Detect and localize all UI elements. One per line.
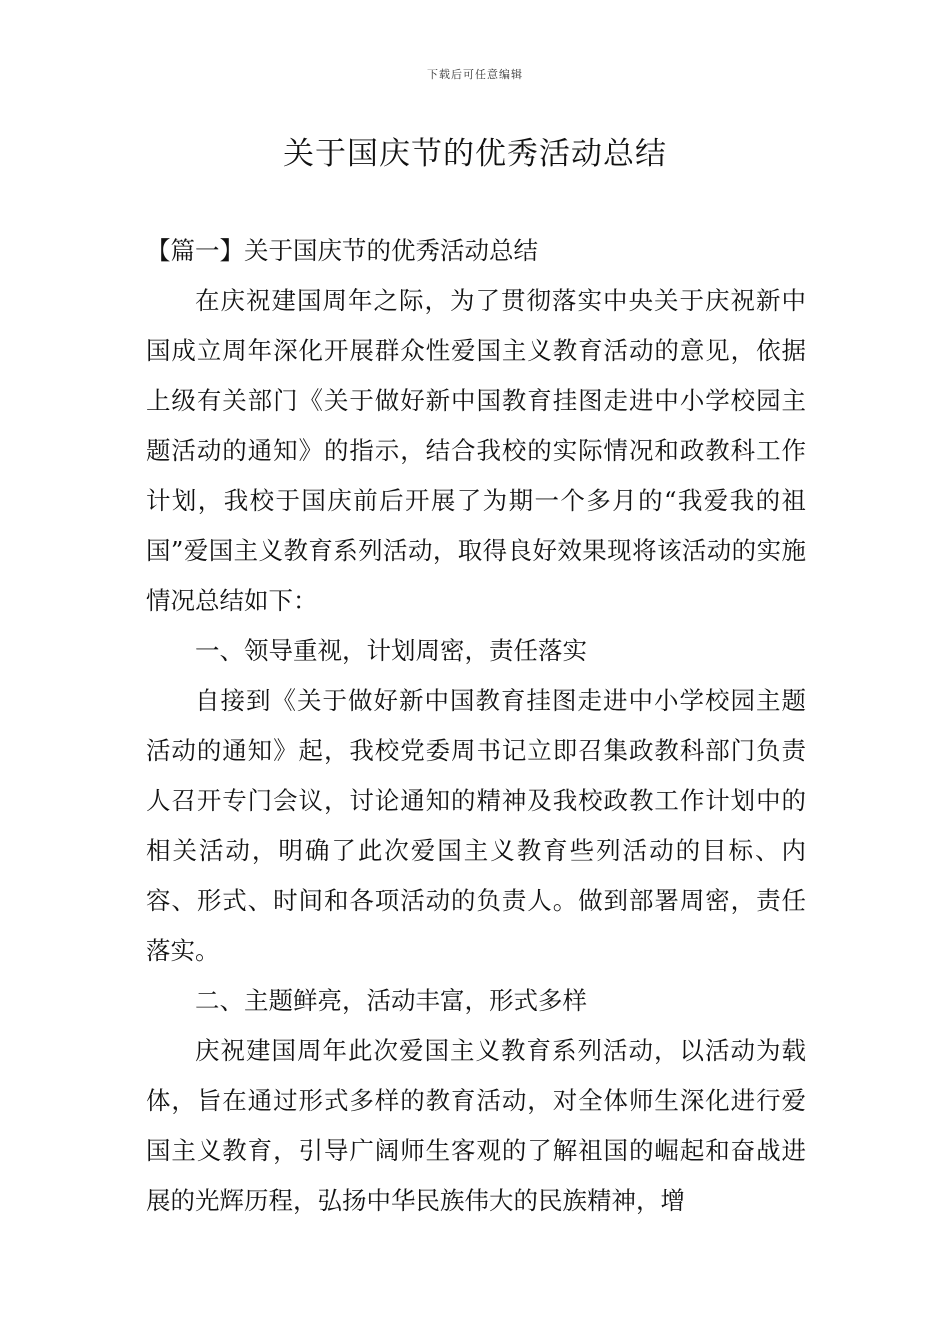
paragraph-leadership: 自接到《关于做好新中国教育挂图走进中小学校园主题活动的通知》起，我校党委周书记立即召集政教科部门负责人召开专门会议，讨论通知的精神及我校政教工作计划中的相关活动，明确了此次爱国主义教育些列活动的目标、内容、形式、时间和各项活动的负责人。做到部署周密，责任落实。 [146,686,806,965]
document-title: 关于国庆节的优秀活动总结 [283,136,667,172]
section-heading: 【篇一】关于国庆节的优秀活动总结 [146,236,538,265]
header-note: 下载后可任意编辑 [427,68,523,81]
paragraph-intro: 在庆祝建国周年之际，为了贯彻落实中央关于庆祝新中国成立周年深化开展群众性爱国主义教育活动的意见，依据上级有关部门《关于做好新中国教育挂图走进中小学校园主题活动的通知》的指示，结合我校的实际情况和政教科工作计划，我校于国庆前后开展了为期一个多月的“我爱我的祖国”爱国主义教育系列活动，取得良好效果现将该活动的实施情况总结如下： [146,286,806,615]
document-body [146,226,806,1226]
subheading-activities: 二、主题鲜亮，活动丰富，形式多样 [195,986,587,1015]
paragraph-activities: 庆祝建国周年此次爱国主义教育系列活动，以活动为载体，旨在通过形式多样的教育活动，对全体师生深化进行爱国主义教育，引导广阔师生客观的了解祖国的崛起和奋战进展的光辉历程，弘扬中华民族伟大的民族精神，增 [146,1036,806,1215]
subheading-leadership: 一、领导重视，计划周密，责任落实 [195,636,587,665]
